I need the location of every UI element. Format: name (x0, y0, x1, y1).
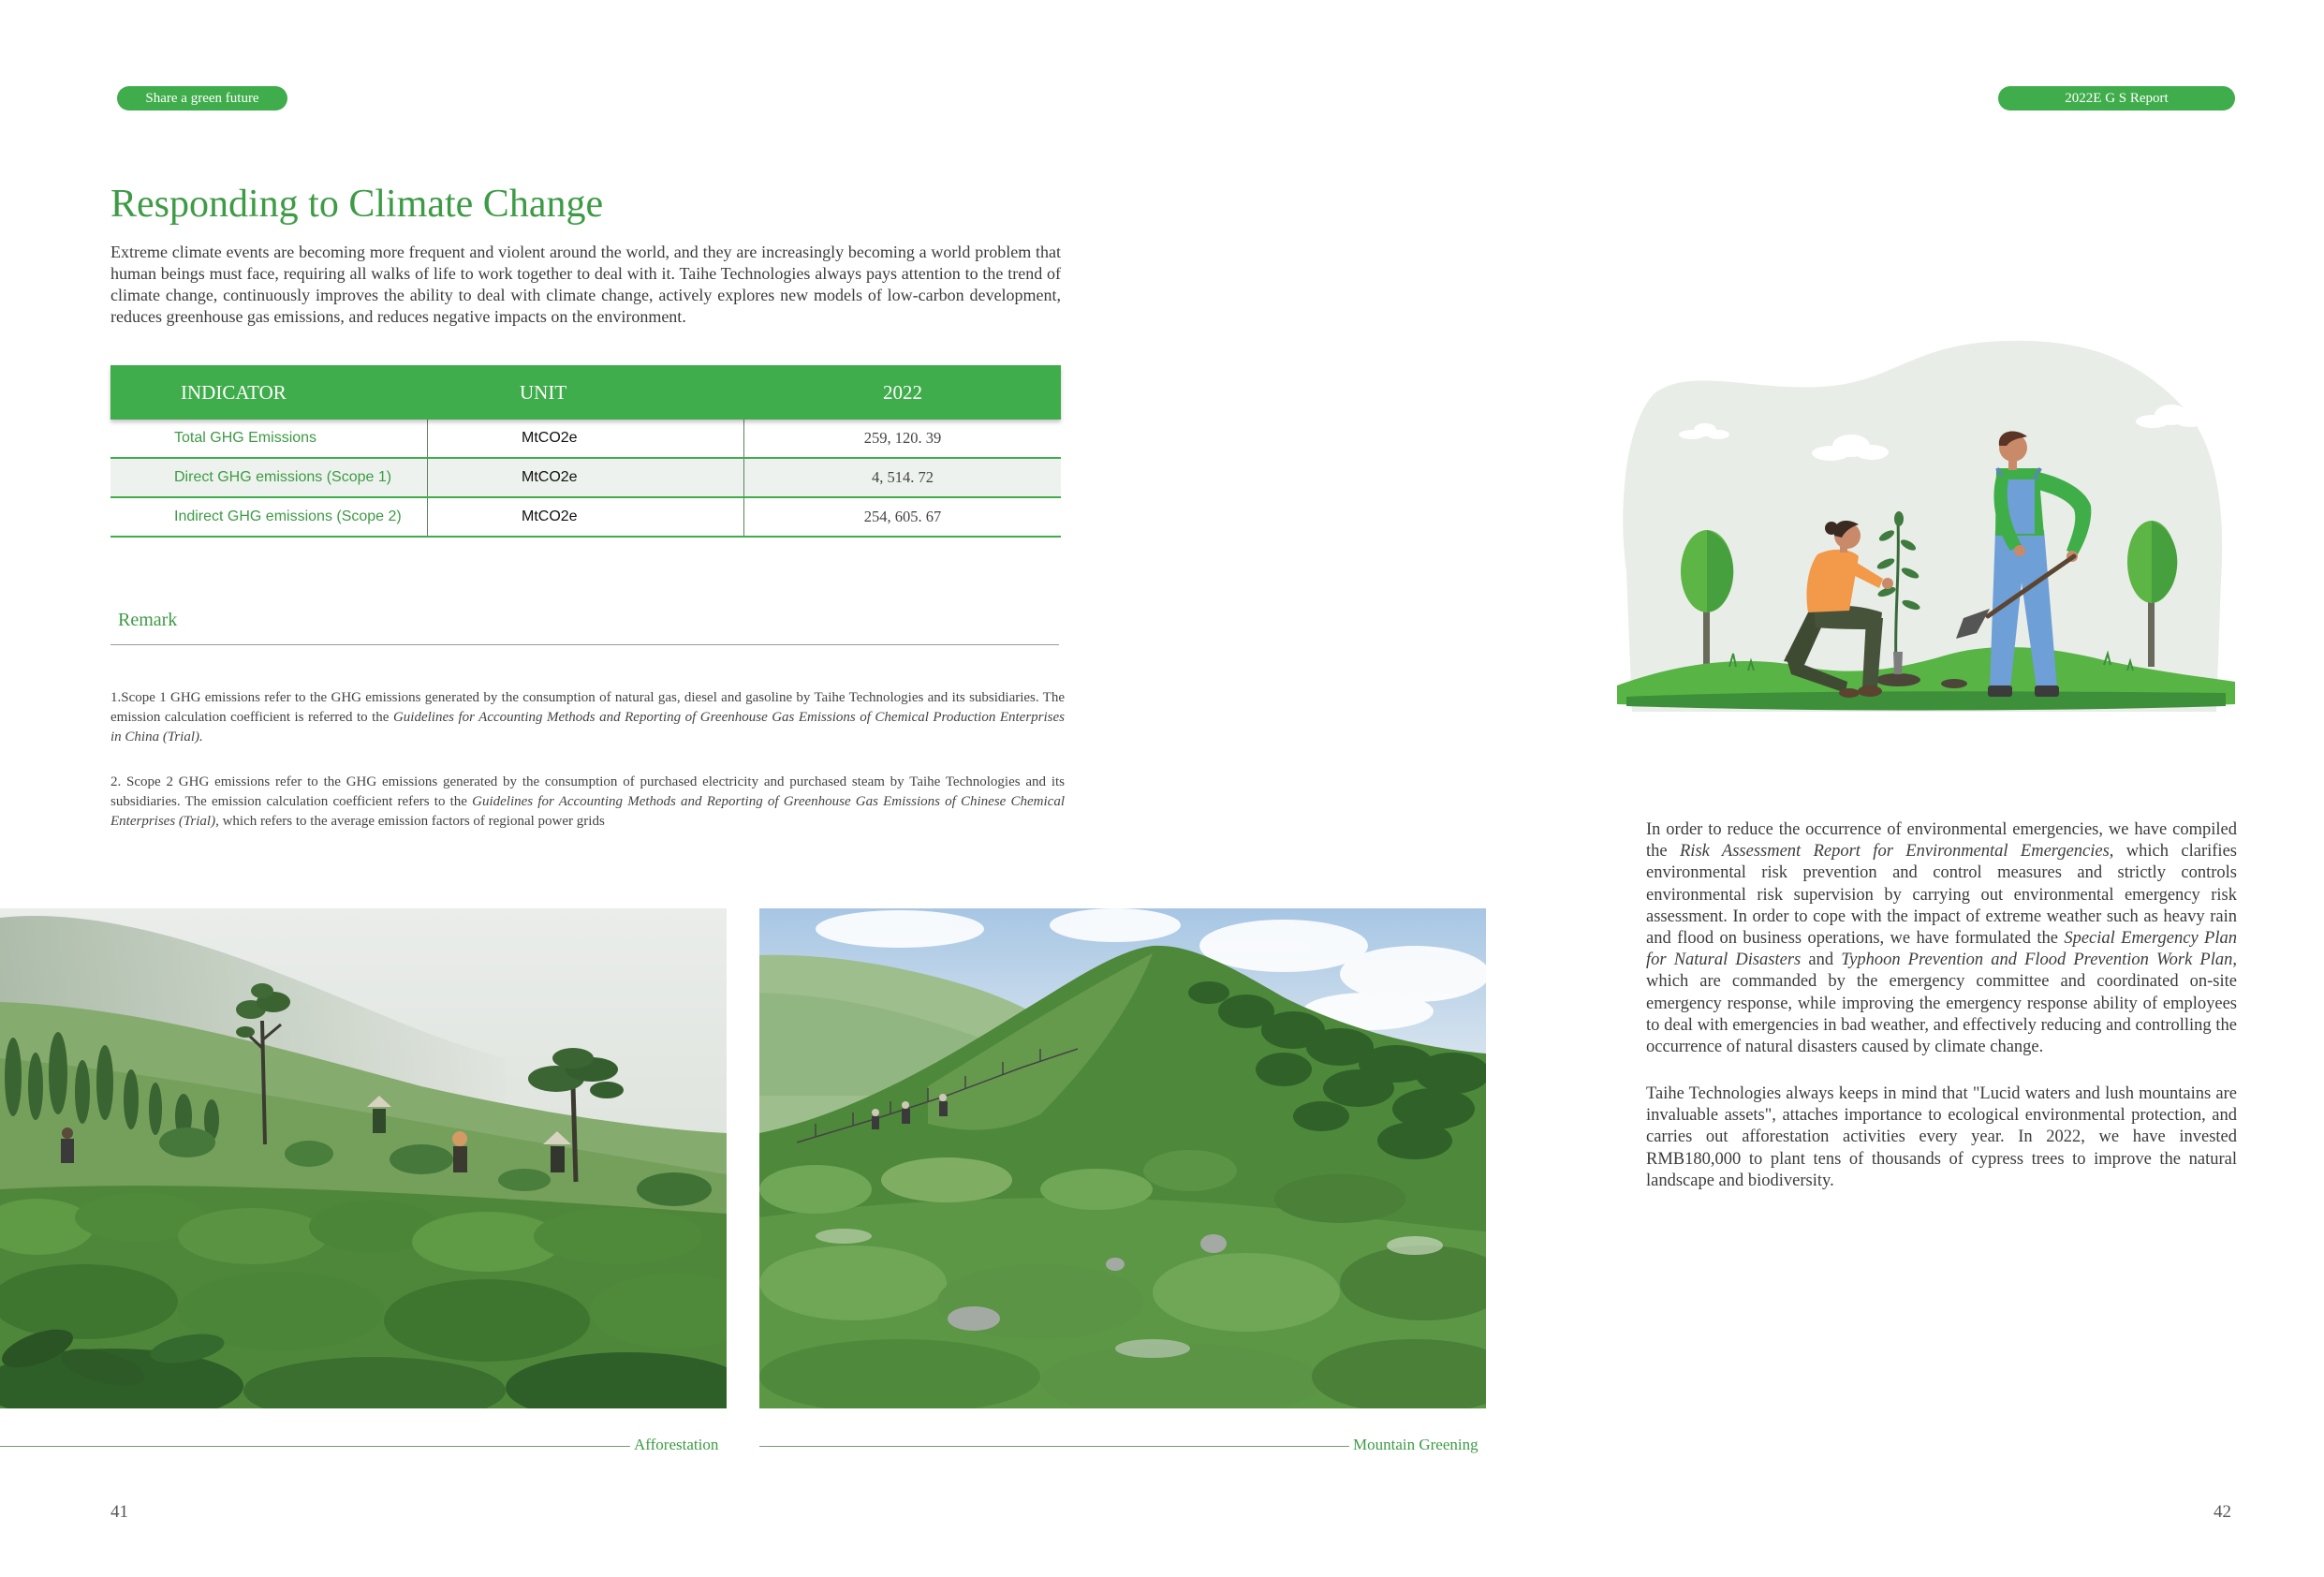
value-cell: 4, 514. 72 (872, 468, 934, 486)
table-row (110, 420, 1061, 459)
foreground-shrubs (759, 1150, 1486, 1408)
remark-divider (110, 644, 1059, 645)
table-header-row (110, 365, 1061, 420)
unit-cell: MtCO2e (428, 420, 744, 457)
emergency-paragraph (1646, 819, 2237, 1058)
column-header-indicator: INDICATOR (181, 381, 287, 404)
ghg-emissions-table (110, 365, 1061, 538)
value-cell: 254, 605. 67 (863, 508, 942, 525)
paragraph-text: , which clarifies environmental risk prevention and control measures and strictly controls environmental risk supervision by carrying out environmental emergency risk assessment. In order to cope with the impact of extreme weather such as heavy rain and flood on business operations, we have formulated the (1646, 842, 2237, 949)
foreground-vegetation (0, 1193, 727, 1408)
document-title: Special Emergency Plan for Natural Disasters (1646, 929, 2237, 970)
note-text: , which refers to the average emission factors of regional power grids (215, 814, 605, 829)
page-number-right: 42 (2214, 1502, 2231, 1522)
document-title: Typhoon Prevention and Flood Prevention Work Plan (1841, 951, 2233, 970)
paragraph-text: Taihe Technologies always keeps in mind that "Lucid waters and lush mountains are invaluable assets", attaches importance to ecological environmental protection, and carries out afforestation activities every year. In 2022, we have invested RMB180,000 to plant tens of thousands of cypress trees to improve the natural landscape and biodiversity. (1646, 1084, 2237, 1190)
intro-paragraph: Extreme climate events are becoming more frequent and violent around the world, and they are increasingly becoming a world problem that human beings must face, requiring all walks of life to work together to deal with it. Taihe Technologies always pays attention to the trend of climate change, continuously improves the ability to deal with climate change, actively explores new models of low-carbon development, reduces greenhouse gas emissions, and reduces negative impacts on the environment. (110, 243, 1061, 326)
note-citation: Guidelines for Accounting Methods and Reporting of Greenhouse Gas Emissions of Chinese Chemical Enterprises (Trial) (110, 794, 1065, 829)
afforestation-photo (0, 908, 727, 1408)
photo-caption: Afforestation (634, 1436, 719, 1453)
value-cell: 259, 120. 39 (863, 429, 942, 447)
paragraph-text: In order to reduce the occurrence of environmental emergencies, we have compiled the (1646, 820, 2237, 862)
caption-rule (0, 1446, 630, 1447)
illustration-graphic (1617, 337, 2235, 716)
remark-heading: Remark (118, 610, 178, 630)
remark-note (110, 773, 1065, 832)
table-row (110, 498, 1061, 538)
note-citation: Guidelines for Accounting Methods and Reporting of Greenhouse Gas Emissions of Chemical Production Enterprises in China (Trial). (110, 710, 1065, 744)
page-title: Responding to Climate Change (110, 183, 604, 226)
afforestation-scene (0, 908, 727, 1408)
unit-cell: MtCO2e (428, 459, 744, 496)
caption-rule (759, 1446, 1349, 1447)
paragraph-text: and (1801, 951, 1842, 970)
indicator-cell: Total GHG Emissions (110, 420, 428, 457)
section-tag: Share a green future (117, 86, 287, 111)
table-row (110, 459, 1061, 498)
mountain-greening-scene (759, 908, 1486, 1408)
note-text: 2. Scope 2 GHG emissions refer to the GHG emissions generated by the consumption of purchased electricity and purchased steam by Taihe Technologies and its subsidiaries. The emission calculation coefficient refers to the (110, 774, 1065, 809)
remark-note (110, 688, 1065, 747)
unit-cell: MtCO2e (428, 498, 744, 536)
indicator-cell: Direct GHG emissions (Scope 1) (110, 459, 428, 496)
mountain-greening-photo (759, 908, 1486, 1408)
photo-caption: Mountain Greening (1353, 1436, 1478, 1453)
background-blob (1623, 341, 2222, 712)
afforestation-paragraph (1646, 1083, 2237, 1192)
column-header-year: 2022 (883, 381, 922, 404)
tree-planting-illustration (1617, 337, 2235, 716)
column-header-unit: UNIT (520, 381, 567, 404)
report-tag: 2022E G S Report (1998, 86, 2235, 111)
page-number-left: 41 (110, 1502, 128, 1522)
indicator-cell: Indirect GHG emissions (Scope 2) (110, 498, 428, 536)
document-title: Risk Assessment Report for Environmental Emergencies (1680, 842, 2110, 862)
paragraph-text: , which are commanded by the emergency committee and coordinated on-site emergency response, while improving the emergency response ability of employees to deal with emergencies in bad weather, and effectively reducing and controlling the occurrence of natural disasters caused by climate change. (1646, 951, 2237, 1057)
note-text: 1.Scope 1 GHG emissions refer to the GHG emissions generated by the consumption of natural gas, diesel and gasoline by Taihe Technologies and its subsidiaries. The emission calculation coefficient is referred to the (110, 690, 1065, 725)
